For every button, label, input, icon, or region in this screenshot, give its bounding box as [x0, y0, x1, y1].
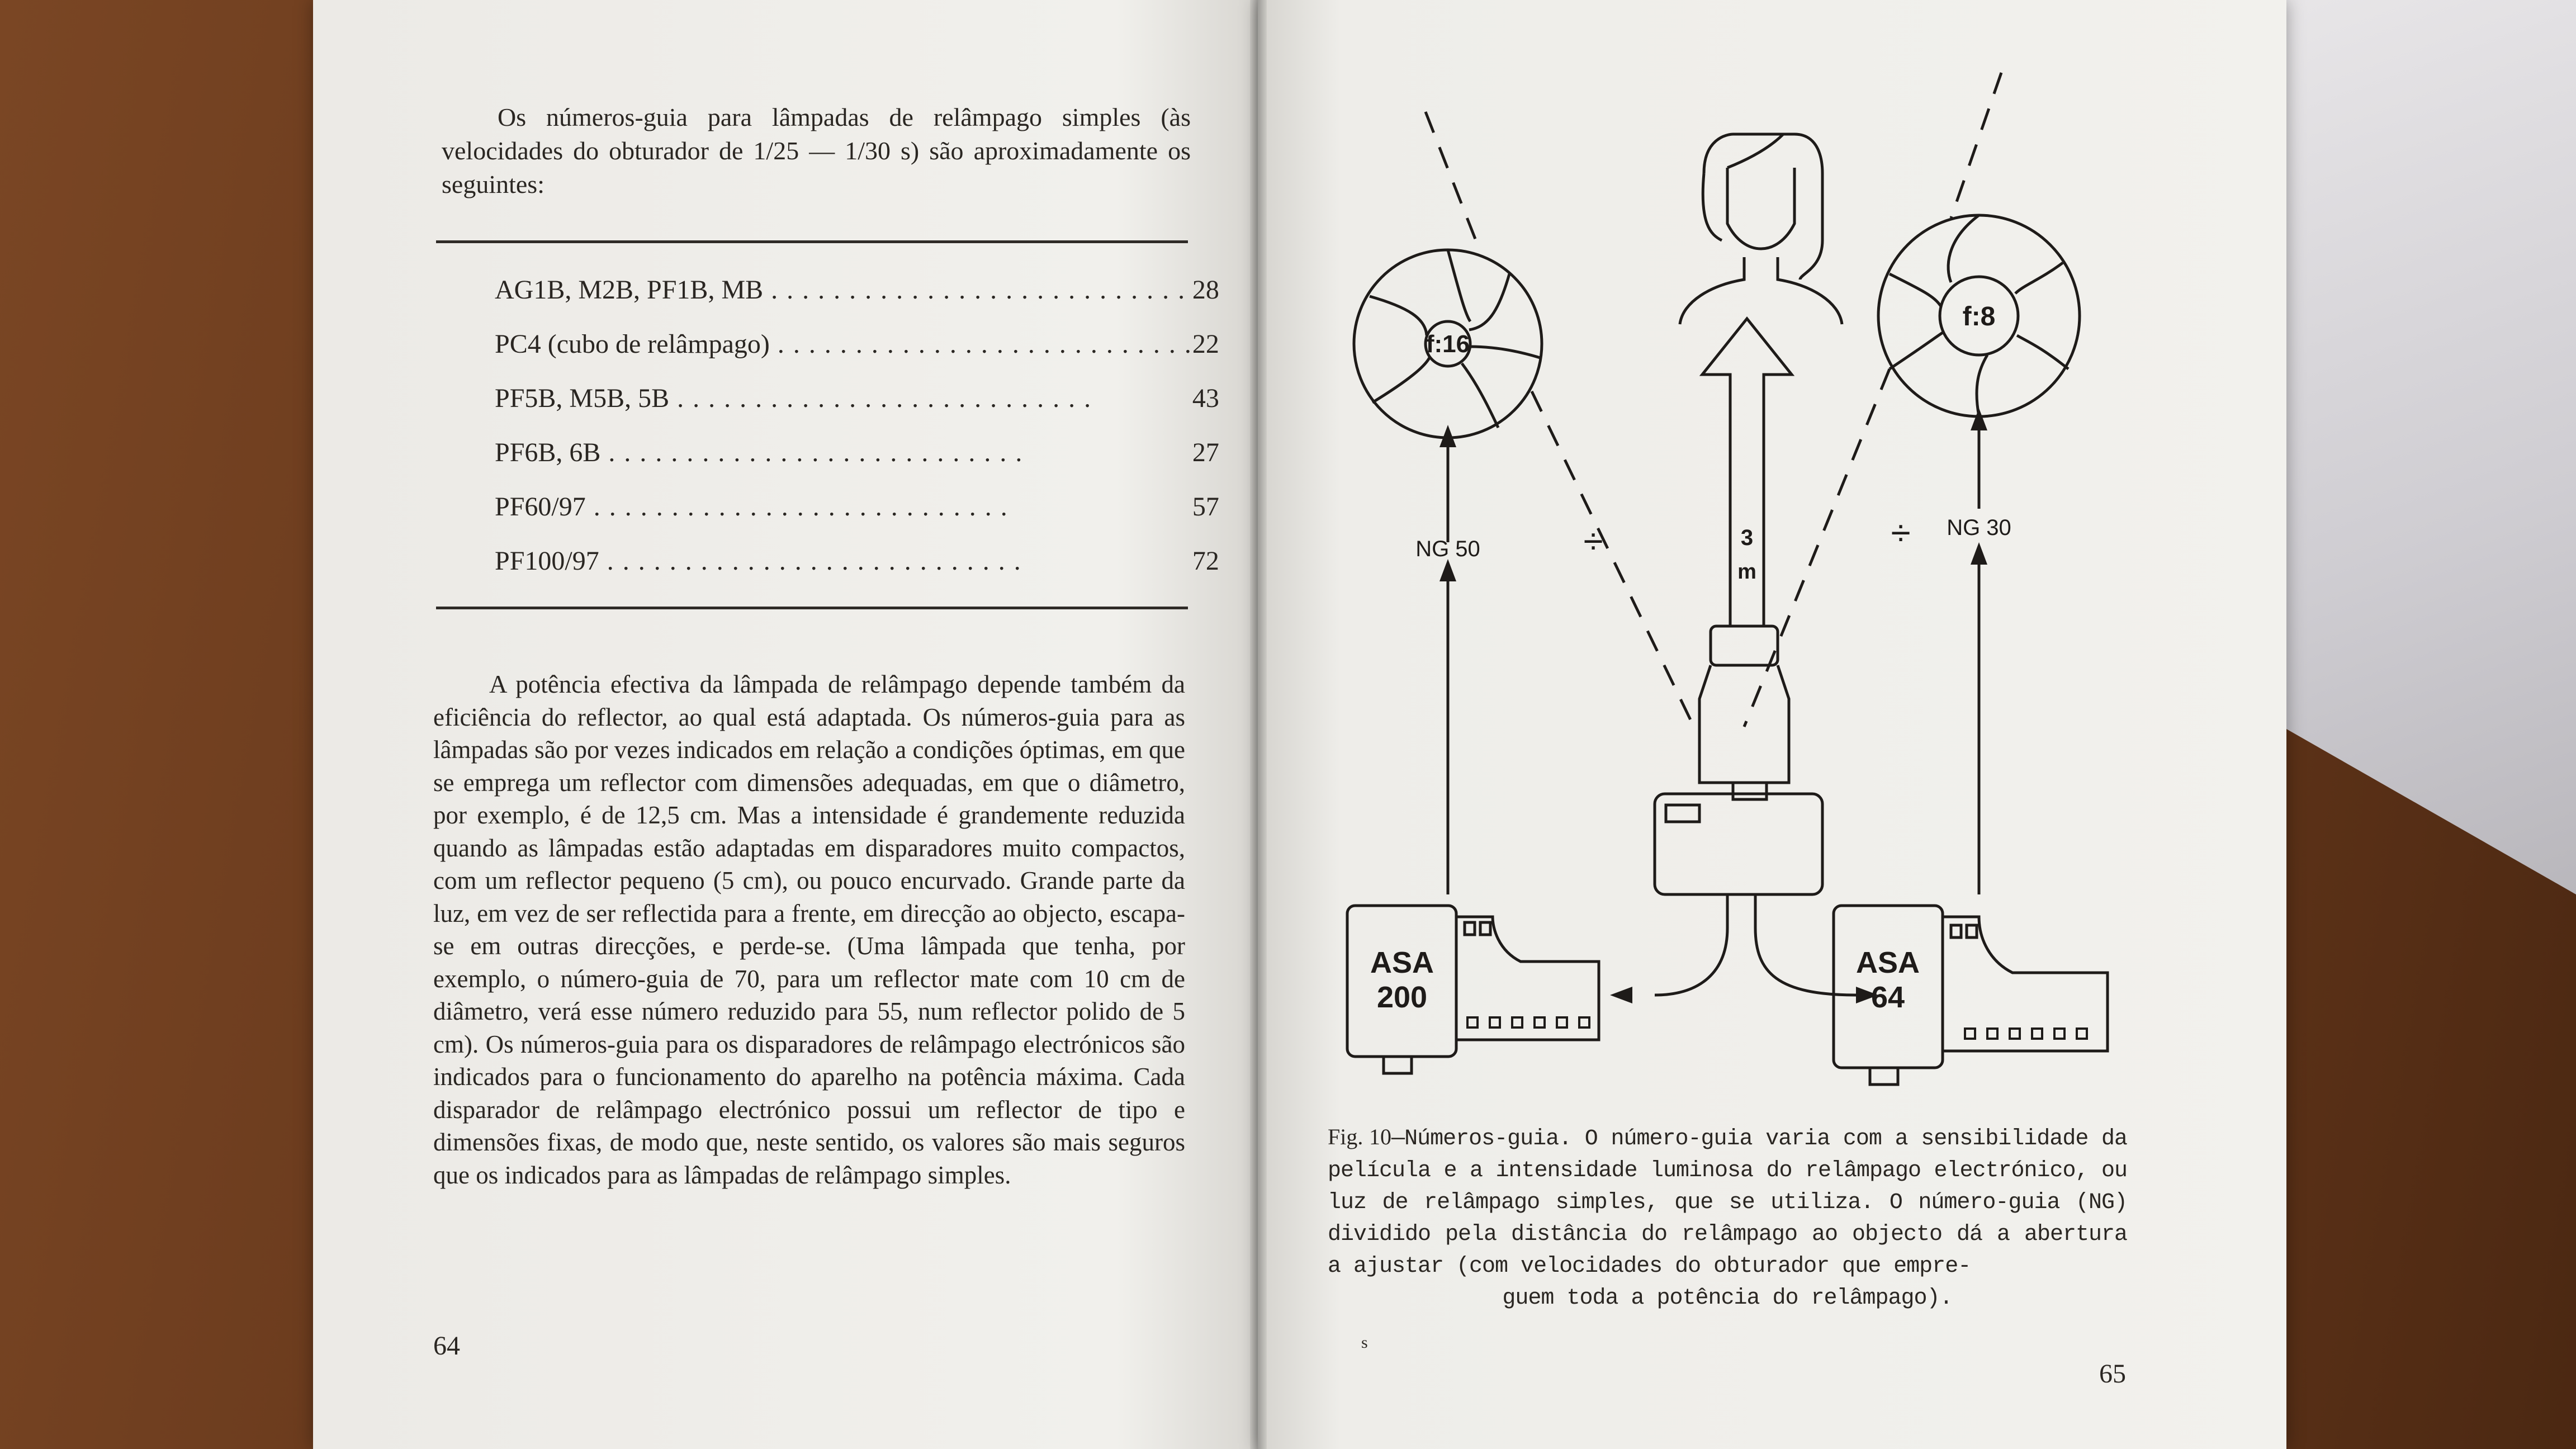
guide-number: 28 [1192, 275, 1219, 305]
stray-mark: s [1361, 1333, 1368, 1352]
left-light-path [1426, 112, 1694, 727]
guide-number-table [495, 263, 1219, 588]
caption-dash: — [1391, 1126, 1405, 1152]
left-film-speed: 200 [1376, 981, 1428, 1014]
guide-number: 22 [1192, 329, 1219, 359]
left-aperture-label: f:16 [1426, 330, 1470, 358]
caption-label: Fig. 10 [1328, 1124, 1392, 1149]
table-row [495, 534, 1219, 588]
body-paragraph: A potência efectiva da lâmpada de relâmpago depende também da eficiência do reflector, ao qual está adaptada. Os números-guia para as lâmpadas são por vezes indicados em relação a condições óptimas, em que se emprega um reflector com dimensões adequadas, em que o diâmetro, por exemplo, é de 12,5 cm. Mas a intensidade é grandemente reduzida quando as lâmpadas estão adaptadas em disparadores muito compactos, com um reflector pequeno (5 cm), ou pouco encurvado. Grande parte da luz, em vez de ser reflectida para a frente, em direcção ao objecto, escapa-se em outras direcções, e perde-se. (Uma lâmpada que tenha, por exemplo, o número-guia de 70, para um reflector mate com 10 cm de diâmetro, verá esse número reduzido para 55, num reflector polido de 5 cm). Os números-guia para os disparadores de relâmpago electrónicos são indicados para o funcionamento do aparelho na potência máxima. Cada disparador de relâmpago electrónico possui um reflector de tipo e dimensões fixas, de modo que, neste sentido, os valores são mais seguros que os indicados para as lâmpadas de relâmpago simples. [433, 670, 1185, 1189]
left-divide-symbol: ÷ [1583, 521, 1603, 561]
arrow-head [1439, 425, 1456, 447]
right-guide-number-label: NG 30 [1947, 515, 2011, 540]
right-aperture-label: f:8 [1962, 302, 1996, 332]
guide-number: 57 [1192, 492, 1219, 522]
figure-caption [1328, 1121, 2127, 1314]
right-asa-label: ASA [1855, 946, 1920, 979]
left-guide-number-label: NG 50 [1415, 537, 1480, 561]
guide-number: 72 [1192, 546, 1219, 576]
left-asa-label: ASA [1370, 946, 1434, 979]
right-light-path [1744, 73, 2001, 727]
table-row [495, 263, 1219, 317]
subject-woman-illustration [1680, 134, 1842, 324]
right-film-speed: 64 [1871, 981, 1905, 1014]
table-row [495, 480, 1219, 534]
guide-number-figure [1330, 56, 2135, 1118]
right-divide-symbol: ÷ [1891, 513, 1911, 553]
table-row [495, 425, 1219, 480]
book-gutter [1250, 0, 1267, 1449]
table-row [495, 317, 1219, 371]
caption-last-line: guem toda a potência do relâmpago). [1502, 1286, 1953, 1311]
arrow-head [1971, 542, 1987, 565]
arrow-head [1971, 408, 1987, 430]
lamp-type: PF100/97 . . . [495, 534, 1192, 588]
intro-paragraph: Os números-guia para lâmpadas de relâmpago simples (às velocidades do obturador de 1/25 — 1/30 s) são aproximadamente os seguintes: [442, 103, 1191, 198]
guide-number: 43 [1192, 383, 1219, 413]
caption-text: Números-guia. O número-guia varia com a sensibilidade da película e a intensidade luminosa do relâmpago electrónico, ou luz de relâmpago simples, que se utiliza. O número-guia (NG) dividido pela distância do relâmpago ao objecto dá a abertura a ajustar (com velocidades do obturador que empre- [1328, 1126, 2128, 1279]
lamp-type: PF5B, M5B, 5B . . . [495, 371, 1192, 425]
lamp-type: PF60/97 . . . [495, 480, 1192, 534]
arrow-head [1610, 987, 1632, 1003]
table-bottom-rule [436, 607, 1188, 609]
table-top-rule [436, 240, 1188, 243]
table-row [495, 371, 1219, 425]
page-number-right: 65 [2099, 1359, 2126, 1389]
distance-value: 3 [1740, 525, 1754, 550]
arrow-head [1439, 559, 1456, 581]
lamp-type: PC4 (cubo de relâmpago) . . . [495, 317, 1192, 371]
page-number-left: 64 [433, 1331, 460, 1361]
flash-camera-illustration [1655, 626, 1856, 995]
lamp-type: AG1B, M2B, PF1B, MB . . . [495, 263, 1192, 317]
lamp-type: PF6B, 6B . . . [495, 425, 1192, 480]
guide-number: 27 [1192, 438, 1219, 467]
distance-unit: m [1737, 560, 1756, 584]
